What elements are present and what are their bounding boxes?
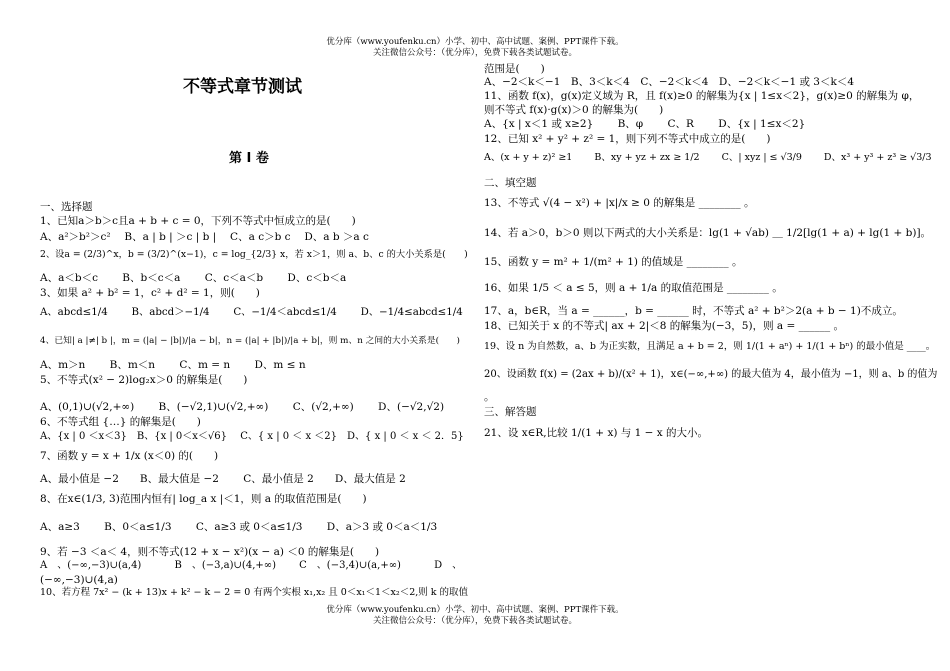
- footer-line-1: 优分库（www.youfenku.cn）小学、初中、高中试题、案例、PPT课件下载。: [326, 605, 624, 615]
- section-heading-choice: 一、选择题: [40, 201, 93, 213]
- question-11-continued: 则不等式 f(x)·g(x)＞0 的解集为( ): [484, 104, 664, 116]
- question-1: 1、已知a＞b＞c且a + b + c = 0，下列不等式中恒成立的是( ): [40, 215, 356, 227]
- section-heading-answer: 三、解答题: [484, 406, 537, 418]
- question-4: 4、已知| a |≠| b |，m = (|a| − |b|)/|a − b|，n = (|a| + |b|)/|a + b|，则 m、n 之间的大小关系是( ): [40, 336, 460, 346]
- question-9-option-d: (−∞,−3)∪(4,a): [40, 574, 118, 586]
- section-heading-fill: 二、填空题: [484, 177, 537, 189]
- question-8-options: A、a≥3 B、0＜a≤1/3 C、a≥3 或 0＜a≤1/3 D、a＞3 或 0＜a＜1/3: [40, 521, 438, 533]
- question-2-options: A、a＜b＜c B、b＜c＜a C、c＜a＜b D、c＜b＜a: [40, 272, 347, 284]
- question-5: 5、不等式(x² − 2)log₂x＞0 的解集是( ): [40, 374, 248, 386]
- question-2: 2、设a = (2/3)^x，b = (3/2)^(x−1)，c = log_{2/3} x，若 x＞1，则 a、b、c 的大小关系是( ): [40, 249, 468, 260]
- question-5-options: A、(0,1)∪(√2,+∞) B、(−√2,1)∪(√2,+∞) C、(√2,+∞) D、(−√2,√2): [40, 401, 445, 413]
- question-6: 6、不等式组 {…} 的解集是( ): [40, 416, 201, 428]
- question-20: 20、设函数 f(x) = (2ax + b)/(x² + 1)，x∈(−∞,+∞) 的最大值为 4，最小值为 −1，则 a、b 的值为: [484, 369, 938, 380]
- header-line-1: 优分库（www.youfenku.cn）小学、初中、高中试题、案例、PPT课件下载。: [326, 37, 624, 47]
- question-11-options: A、{x | x＜1 或 x≥2} B、φ C、R D、{x | 1≤x＜2}: [484, 118, 806, 130]
- header-line-2: 关注微信公众号：（优分库），免费下载各类试题试卷。: [372, 48, 577, 58]
- question-20-continued: 。: [484, 391, 495, 403]
- question-7-options: A、最小值是 −2 B、最大值是 −2 C、最小值是 2 D、最大值是 2: [40, 473, 406, 485]
- question-3: 3、如果 a² + b² = 1，c² + d² = 1，则( ): [40, 287, 260, 299]
- question-14: 14、若 a＞0，b＞0 则以下两式的大小关系是：lg(1 + √ab) ＿ 1/2[lg(1 + a) + lg(1 + b)]。: [484, 227, 932, 239]
- question-16: 16、如果 1/5 ＜ a ≤ 5，则 a + 1/a 的取值范围是 ________ 。: [484, 282, 783, 294]
- question-10-continued: 范围是( ): [484, 63, 545, 75]
- question-9: 9、若 −3 ＜a＜ 4，则不等式(12 + x − x²)(x − a) ＜0 的解集是( ): [40, 546, 380, 558]
- question-10-options: A、−2＜k＜−1 B、3＜k＜4 C、−2＜k＜4 D、−2＜k＜−1 或 3＜k＜4: [484, 76, 855, 88]
- question-17: 17、a，b∈R，当 a = ______，b = ______ 时，不等式 a² + b²＞2(a + b − 1)不成立。: [484, 305, 903, 317]
- question-10: 10、若方程 7x² − (k + 13)x + k² − k − 2 = 0 有两个实根 x₁,x₂ 且 0＜x₁＜1＜x₂＜2,则 k 的取值: [40, 587, 469, 598]
- question-19: 19、设 n 为自然数，a、b 为正实数，且满足 a + b = 2，则 1/(1 + aⁿ) + 1/(1 + bⁿ) 的最小值是 ____。: [484, 341, 936, 352]
- document-title: 不等式章节测试: [183, 77, 302, 97]
- question-11: 11、函数 f(x)，g(x)定义域为 R，且 f(x)≥0 的解集为{x | 1≤x＜2}，g(x)≥0 的解集为 φ，: [484, 90, 920, 102]
- question-15: 15、函数 y = m² + 1/(m² + 1) 的值域是 ________ 。: [484, 256, 743, 268]
- question-1-options: A、a²＞b²＞c² B、a | b | ＞c | b | C、a c＞b c D、a b ＞a c: [40, 231, 369, 243]
- question-12-options: A、(x + y + z)² ≥1 B、xy + yz + zx ≥ 1/2 C、| xyz | ≤ √3/9 D、x³ + y³ + z³ ≥ √3/3: [484, 152, 932, 163]
- question-9-options: A 、(−∞,−3)∪(a,4) B 、(−3,a)∪(4,+∞) C 、(−3,4)∪(a,+∞) D 、: [40, 560, 463, 571]
- question-7: 7、函数 y = x + 1/x (x＜0) 的( ): [40, 450, 219, 462]
- question-3-options: A、abcd≤1/4 B、abcd＞−1/4 C、−1/4＜abcd≤1/4 D、−1/4≤abcd≤1/4: [40, 306, 463, 318]
- question-13: 13、不等式 √(4 − x²) + |x|/x ≥ 0 的解集是 ________ 。: [484, 197, 755, 209]
- question-4-options: A、m＞n B、m＜n C、m = n D、m ≤ n: [40, 359, 306, 371]
- part-title: 第 I 卷: [229, 151, 269, 166]
- question-12: 12、已知 x² + y² + z² = 1，则下列不等式中成立的是( ): [484, 133, 771, 145]
- question-18: 18、已知关于 x 的不等式| ax + 2|＜8 的解集为(−3，5)，则 a = ______ 。: [484, 320, 844, 332]
- question-6-options: A、{x | 0 ＜x＜3} B、{x | 0＜x＜√6} C、{ x | 0 ＜ x ＜2} D、{ x | 0 ＜ x ＜ 2．5}: [40, 431, 464, 442]
- question-8: 8、在x∈(1/3, 3)范围内恒有| log_a x |＜1，则 a 的取值范围是( ): [40, 493, 367, 505]
- question-21: 21、设 x∈R,比较 1/(1 + x) 与 1 − x 的大小。: [484, 427, 709, 439]
- footer-line-2: 关注微信公众号：（优分库），免费下载各类试题试卷。: [372, 616, 577, 626]
